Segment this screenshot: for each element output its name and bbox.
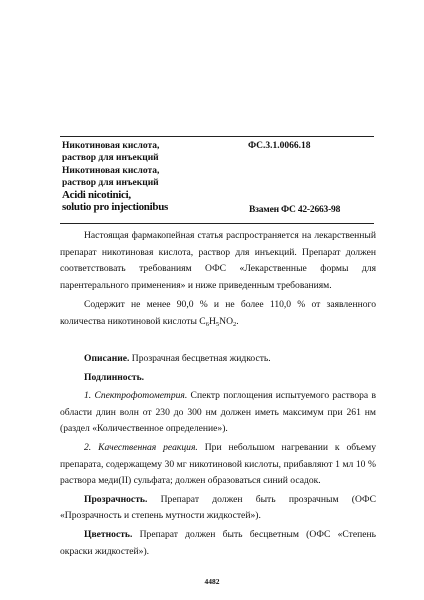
- spectro-paragraph: [60, 388, 376, 438]
- title-ru-1-line2: раствор для инъекций: [62, 152, 159, 163]
- qualitative-paragraph: [60, 440, 376, 490]
- title-latin-line1: Acidi nicotinici,: [62, 189, 131, 201]
- color-label: Цветность.: [84, 528, 133, 540]
- intro-section: [60, 228, 376, 334]
- title-ru-2: [62, 166, 247, 189]
- identity-label: Подлинность.: [84, 371, 145, 383]
- identity-heading: [60, 370, 376, 387]
- title-ru-2-line1: Никотиновая кислота,: [62, 166, 160, 176]
- tests-section: [60, 351, 376, 560]
- formula-sub-1: 6: [205, 320, 209, 328]
- content-paragraph: [60, 297, 376, 333]
- page-number: 4482: [204, 577, 220, 586]
- formula-mid: H: [208, 315, 216, 327]
- top-rule: [60, 136, 374, 137]
- color-text: Препарат должен быть бесцветным (ОФС «Степень окраски жидкостей»).: [60, 528, 376, 557]
- transparency-text: Препарат должен быть прозрачным (ОФС «Прозрачность и степень мутности жидкостей»).: [60, 493, 376, 522]
- formula-sub-3: 2: [233, 320, 237, 328]
- title-ru-2-line2: раствор для инъекций: [62, 177, 159, 188]
- content-text-after: .: [236, 315, 239, 327]
- formula-sub-2: 5: [215, 320, 220, 328]
- intro-paragraph: Настоящая фармакопейная статья распространяется на лекарственный препарат никотиновая кислота, раствор для инъекций. Препарат должен соответствовать требованиям ОФС «Лекарственные формы для парентерального применения» и ниже приведенным требованиям.: [60, 230, 376, 291]
- description-label: Описание.: [84, 353, 130, 364]
- formula-end: NO: [219, 315, 234, 327]
- transparency-paragraph: [60, 492, 376, 525]
- bottom-rule: [60, 223, 374, 224]
- qualitative-text: При небольшом нагревании к объему препарата, содержащему 30 мг никотиновой кислоты, прибавляют 1 мл 10 % раствора меди(II) сульфата; должен образоваться синий осадок.: [60, 441, 376, 487]
- description-paragraph: [60, 351, 376, 368]
- title-ru-1-line1: Никотиновая кислота,: [62, 141, 160, 151]
- spectro-label: Спектрофотометрия.: [91, 390, 188, 402]
- title-ru-1: [62, 141, 247, 164]
- document-code: ФС.3.1.0066.18: [248, 141, 311, 151]
- replaces-code: Взамен ФС 42-2663-98: [249, 205, 341, 215]
- title-latin-line2: solutio pro injectionibus: [62, 201, 168, 213]
- qualitative-number: 2.: [84, 441, 92, 453]
- title-latin: [62, 189, 168, 213]
- spectro-number: 1.: [84, 390, 92, 402]
- spectro-text: Спектр поглощения испытуемого раствора в области длин волн от 230 до 300 нм должен иметь максимум при 261 нм (раздел «Количественное определение»).: [60, 390, 376, 435]
- qualitative-label: Качественная реакция.: [91, 441, 198, 453]
- description-text: Прозрачная бесцветная жидкость.: [129, 353, 271, 364]
- color-paragraph: [60, 527, 376, 560]
- content-text-before: Содержит не менее 90,0 % и не более 110,0 % от заявленного количества никотиновой кислоты C: [60, 299, 376, 327]
- transparency-label: Прозрачность.: [84, 493, 148, 505]
